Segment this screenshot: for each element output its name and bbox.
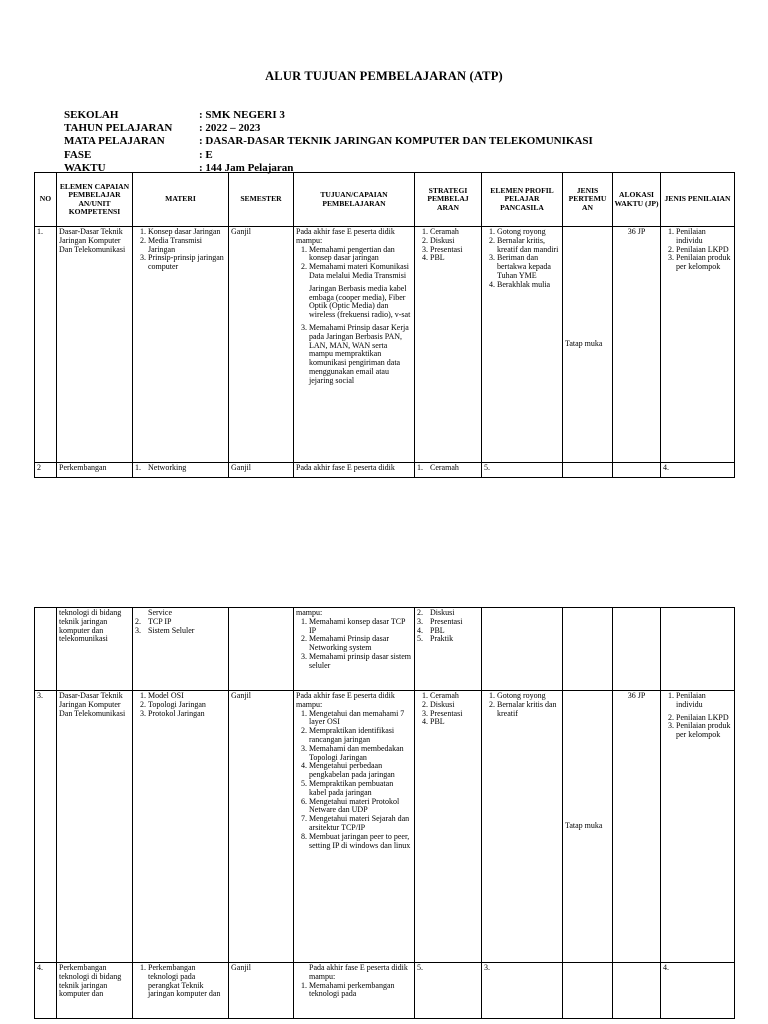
meta-waktu: WAKTU : 144 Jam Pelajaran [64, 161, 294, 174]
cell-elemen: teknologi di bidang teknik jaringan komputer dan telekomunikasi [57, 608, 133, 691]
list-item: 1. Konsep dasar Jaringan [148, 228, 226, 237]
list-item: 2. Penilaian LKPD [676, 246, 732, 255]
list-item: 3. Penilaian produk per kelompok [676, 254, 732, 272]
cell-profil [482, 691, 563, 963]
cell-pertemuan: Tatap muka [563, 691, 613, 963]
cell-elemen: Perkembangan teknologi di bidang teknik jaringan komputer dan [57, 963, 133, 1019]
list-item: 2. Memahami materi Komunikasi Data melalui Media Transmisi [309, 263, 412, 281]
cell-elemen: Dasar-Dasar Teknik Jaringan Komputer Dan Telekomunikasi [57, 691, 133, 963]
list-item: 1. Penilaian individu [676, 692, 732, 710]
cell-jp: 36 JP [613, 691, 661, 963]
list-item: 3. Penilaian produk per kelompok [676, 722, 732, 740]
cell-semester: Ganjil [229, 963, 294, 1019]
col-header-strategi: STRATEGI PEMBELAJ ARAN [415, 173, 482, 227]
list-item: 1. Penilaian individu [676, 228, 732, 246]
cell-penilaian: 4. [661, 463, 735, 478]
cell-no: 1. [35, 227, 57, 463]
table-row [35, 691, 735, 963]
meta-tahun: TAHUN PELAJARAN : 2022 – 2023 [64, 122, 261, 135]
cell-profil: 3. [482, 963, 563, 1019]
list-item: 4. Mengetahui perbedaan pengkabelan pada jaringan [309, 762, 412, 780]
list-item: 5. Mempraktikan pembuatan kabel pada jaringan [309, 780, 412, 798]
cell-tujuan: Pada akhir fase E peserta didik mampu: 1. Memahami pengertian dan konsep dasar jaringan 2. Memahami materi Komunikasi Data melalui Media Transmisi Jaringan Berbasis media kabel embaga (cooper media), Fiber Optik (Optic Media) dan wireless (frekuensi radio), v-sat 3. Memahami Prinsip dasar Kerja pada Jaringan Berbasis PAN, LAN, MAN, WAN serta mampu mempraktikan komunikasi pengiriman data menggunakan email atau jejaring social [294, 227, 415, 463]
document-meta [64, 109, 593, 175]
list-item: 2. Memahami Prinsip dasar Networking system [309, 635, 412, 653]
table-row [35, 227, 735, 463]
cell-materi: Service 2. TCP IP 3. Sistem Seluler [133, 608, 229, 691]
list-item: 1. Perkembangan teknologi pada perangkat Teknik jaringan komputer dan [148, 964, 226, 999]
cell-profil: 5. [482, 463, 563, 478]
list-item: 4. PBL [417, 625, 445, 635]
cell-penilaian [661, 608, 735, 691]
list-item: 1. Ceramah [430, 692, 479, 701]
cell-penilaian: 4. [661, 963, 735, 1019]
col-header-jp: ALOKASI WAKTU (JP) [613, 173, 661, 227]
meta-fase: FASE : E [64, 148, 213, 161]
atp-table-page2 [34, 607, 735, 1019]
cell-semester: Ganjil [229, 463, 294, 478]
cell-elemen: Dasar-Dasar Teknik Jaringan Komputer Dan Telekomunikasi [57, 227, 133, 463]
list-item: 1. Model OSI [148, 692, 226, 701]
table-header-row [35, 173, 735, 227]
atp-table-page1 [34, 172, 735, 478]
cell-jp [613, 463, 661, 478]
cell-strategi [415, 227, 482, 463]
list-item: 5. Praktik [417, 634, 454, 644]
list-item: 3. Memahami prinsip dasar sistem seluler [309, 653, 412, 671]
list-item: 1. Memahami perkembangan teknologi pada [309, 982, 412, 1000]
cell-strategi: 5. [415, 963, 482, 1019]
cell-tujuan: Pada akhir fase E peserta didik mampu: 1. Memahami perkembangan teknologi pada [294, 963, 415, 1019]
cell-semester [229, 608, 294, 691]
col-header-profil: ELEMEN PROFIL PELAJAR PANCASILA [482, 173, 563, 227]
list-item: 2. Topologi Jaringan [148, 701, 226, 710]
cell-semester: Ganjil [229, 227, 294, 463]
cell-jp [613, 608, 661, 691]
list-item: 4. PBL [430, 254, 479, 263]
document-title: ALUR TUJUAN PEMBELAJARAN (ATP) [265, 69, 503, 83]
list-item: 7. Mengetahui materi Sejarah dan arsitektur TCP/IP [309, 815, 412, 833]
list-item: 2. Media Transmisi Jaringan [148, 237, 226, 255]
list-item: 3. Beriman dan bertakwa kepada Tuhan YME [497, 254, 560, 280]
table-row [35, 463, 735, 478]
col-header-penilaian: JENIS PENILAIAN [661, 173, 735, 227]
list-item: 1. Memahami pengertian dan konsep dasar jaringan [309, 246, 412, 264]
list-item: 3. Memahami dan membedakan Topologi Jaringan [309, 745, 412, 763]
cell-materi: 1. Networking [133, 463, 229, 478]
col-header-pertemuan: JENIS PERTEMU AN [563, 173, 613, 227]
col-header-semester: SEMESTER [229, 173, 294, 227]
cell-pertemuan [563, 608, 613, 691]
cell-pertemuan [563, 963, 613, 1019]
list-item: 3. Prinsip-prinsip jaringan computer [148, 254, 226, 272]
cell-tujuan: Pada akhir fase E peserta didik mampu: 1. Mengetahui dan memahami 7 layer OSI 2. Mempraktikan identifikasi rancangan jaringan 3. Memahami dan membedakan Topologi Jaringan 4. Mengetahui perbedaan pengkabelan pada jaringan 5. Mempraktikan pembuatan kabel pada jaringan 6. Mengetahui materi Protokol Netware dan UDP 7. Mengetahui materi Sejarah dan arsitektur TCP/IP 8. Membuat jaringan peer to peer, setting IP di windows dan linux [294, 691, 415, 963]
table-row [35, 608, 735, 691]
cell-semester: Ganjil [229, 691, 294, 963]
list-item: 2. Diskusi [430, 701, 479, 710]
list-item: 3. Sistem Seluler [135, 625, 195, 635]
list-item: 1. Gotong royong [497, 692, 560, 701]
cell-jp: 36 JP [613, 227, 661, 463]
col-header-tujuan: TUJUAN/CAPAIAN PEMBELAJARAN [294, 173, 415, 227]
cell-no: 3. [35, 691, 57, 963]
cell-materi [133, 227, 229, 463]
list-item: 3. Memahami Prinsip dasar Kerja pada Jaringan Berbasis PAN, LAN, MAN, WAN serta mampu mempraktikan komunikasi pengiriman data menggunakan email atau jejaring social [309, 324, 412, 386]
list-item: 1. Mengetahui dan memahami 7 layer OSI [309, 710, 412, 728]
list-item: 8. Membuat jaringan peer to peer, setting IP di windows dan linux [309, 833, 412, 851]
cell-no [35, 608, 57, 691]
col-header-elemen: ELEMEN CAPAIAN PEMBELAJAR AN/UNIT KOMPETENSI [57, 173, 133, 227]
list-item: 1. Gotong royong [497, 228, 560, 237]
cell-profil [482, 227, 563, 463]
cell-pertemuan [563, 463, 613, 478]
cell-no: 4. [35, 963, 57, 1019]
list-item: 1. Memahami konsep dasar TCP IP [309, 618, 412, 636]
list-item: 2. Mempraktikan identifikasi rancangan jaringan [309, 727, 412, 745]
list-item: 2. Diskusi [430, 237, 479, 246]
table-row [35, 963, 735, 1019]
cell-tujuan: mampu: 1. Memahami konsep dasar TCP IP 2. Memahami Prinsip dasar Networking system 3. Memahami prinsip dasar sistem seluler [294, 608, 415, 691]
list-item: 1. Ceramah [430, 228, 479, 237]
cell-strategi [415, 691, 482, 963]
cell-tujuan: Pada akhir fase E peserta didik [294, 463, 415, 478]
cell-jp [613, 963, 661, 1019]
list-item: 4. Berakhlak mulia [497, 281, 560, 290]
cell-elemen: Perkembangan [57, 463, 133, 478]
cell-materi [133, 691, 229, 963]
list-item: 2. Bernalar kritis dan kreatif [497, 701, 560, 719]
meta-mapel: MATA PELAJARAN : DASAR-DASAR TEKNIK JARINGAN KOMPUTER DAN TELEKOMUNIKASI [64, 135, 593, 148]
cell-penilaian [661, 227, 735, 463]
cell-strategi [415, 608, 482, 691]
list-item: 3. Presentasi [417, 616, 463, 626]
col-header-no: NO [35, 173, 57, 227]
list-item: 6. Mengetahui materi Protokol Netware dan UDP [309, 798, 412, 816]
list-item: 3. Protokol Jaringan [148, 710, 226, 719]
list-item: 2. TCP IP [135, 616, 172, 626]
cell-penilaian [661, 691, 735, 963]
cell-profil [482, 608, 563, 691]
list-item: 3. Presentasi [430, 246, 479, 255]
col-header-materi: MATERI [133, 173, 229, 227]
list-item: 2. Penilaian LKPD [676, 714, 732, 723]
cell-pertemuan: Tatap muka [563, 227, 613, 463]
meta-sekolah: SEKOLAH : SMK NEGERI 3 [64, 109, 285, 121]
list-item: 3. Presentasi [430, 710, 479, 719]
cell-materi [133, 963, 229, 1019]
cell-strategi: 1. Ceramah [415, 463, 482, 478]
list-item: 4. PBL [430, 718, 479, 727]
list-item: 2. Diskusi [417, 608, 455, 617]
list-item: 2. Bernalar kritis, kreatif dan mandiri [497, 237, 560, 255]
cell-no: 2 [35, 463, 57, 478]
